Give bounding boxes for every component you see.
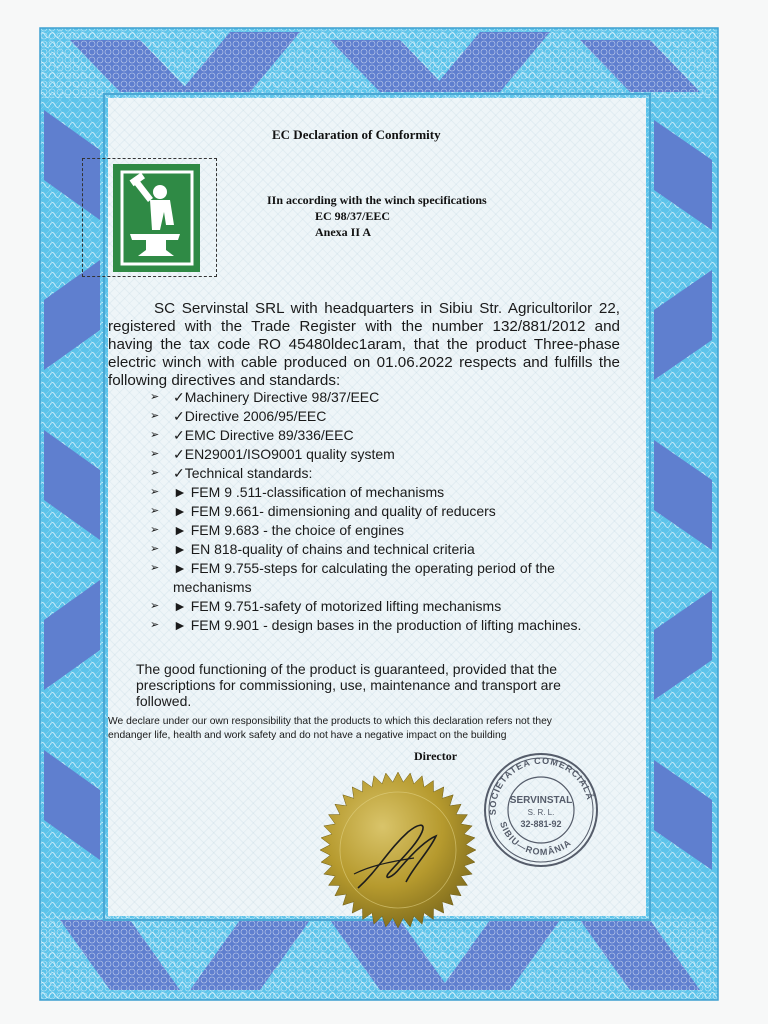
arrow-bullet-icon: ➢ (150, 448, 160, 460)
list-item: ➢ ► FEM 9.901 - design bases in the production of lifting machines. (150, 617, 582, 633)
director-label: Director (414, 749, 458, 763)
list-item: ➢ ✓Directive 2006/95/EEC (150, 408, 327, 424)
intro-text: SC Servinstal SRL with headquarters in Sibiu Str. Agricultorilor 22, registered with the Trade Register with the number 132/881/2012 and having the tax code RO 45480ldec1aram, that the product Three-phase electric winch with cable produced on 01.06.2022 respects and fulfills the following directives and standards: (108, 300, 620, 389)
spec-line-2: EC 98/37/EEC (315, 209, 391, 223)
standards-list (150, 388, 610, 635)
stamp-name: SERVINSTAL (509, 795, 573, 806)
list-item: ➢ ✓Technical standards: (150, 465, 313, 481)
list-item: ➢ ► FEM 9.661- dimensioning and quality of reducers (150, 503, 496, 519)
list-item: ➢ ✓EN29001/ISO9001 quality system (150, 446, 395, 462)
arrow-bullet-icon: ➢ (150, 600, 160, 612)
arrow-bullet-icon: ➢ (150, 543, 160, 555)
list-item: ➢ ► FEM 9.755-steps for calculating the operating period of the mechanisms (150, 560, 555, 595)
list-item: ➢ ► FEM 9.751-safety of motorized lifting mechanisms (150, 598, 502, 614)
arrow-bullet-icon: ➢ (150, 619, 160, 631)
arrow-bullet-icon: ➢ (150, 486, 160, 498)
arrow-bullet-icon: ➢ (150, 429, 160, 441)
arrow-bullet-icon: ➢ (150, 505, 160, 517)
list-item: ➢ ✓Machinery Directive 98/37/EEC (150, 389, 380, 405)
list-item: ➢ ► FEM 9.683 - the choice of engines (150, 522, 404, 538)
arrow-bullet-icon: ➢ (150, 410, 160, 422)
list-item: ➢ ✓EMC Directive 89/336/EEC (150, 427, 354, 443)
arrow-bullet-icon: ➢ (150, 524, 160, 536)
list-item: ➢ ► FEM 9 .511-classification of mechanisms (150, 484, 445, 500)
blacksmith-anvil-icon (120, 170, 194, 266)
arrow-bullet-icon: ➢ (150, 391, 160, 403)
document-title: EC Declaration of Conformity (272, 127, 441, 142)
stamp-top-text: SOCIETATEA COMERCIALĂ (487, 755, 596, 816)
stamp-number: 32-881-92 (520, 819, 562, 829)
spec-line-3: Anexa II A (315, 225, 372, 239)
guarantee-paragraph: The good functioning of the product is guaranteed, provided that the prescriptions for commissioning, use, maintenance and transport are followed. (136, 661, 561, 709)
intro-paragraph (108, 300, 620, 390)
stamp-bottom-text: SIBIU—ROMÂNIA (497, 820, 574, 858)
spec-line-1: IIn according with the winch specifications (267, 193, 487, 207)
declaration-paragraph: We declare under our own responsibility that the products to which this declaration refers not they endanger life, health and work safety and do not have a negative impact on the building (108, 716, 552, 741)
arrow-bullet-icon: ➢ (150, 467, 160, 479)
gold-seal (318, 770, 478, 930)
arrow-bullet-icon: ➢ (150, 562, 160, 574)
stamp-type: S. R. L. (527, 808, 555, 817)
list-item: ➢ ► EN 818-quality of chains and technical criteria (150, 541, 475, 557)
company-logo (113, 164, 200, 272)
company-stamp (476, 745, 606, 875)
